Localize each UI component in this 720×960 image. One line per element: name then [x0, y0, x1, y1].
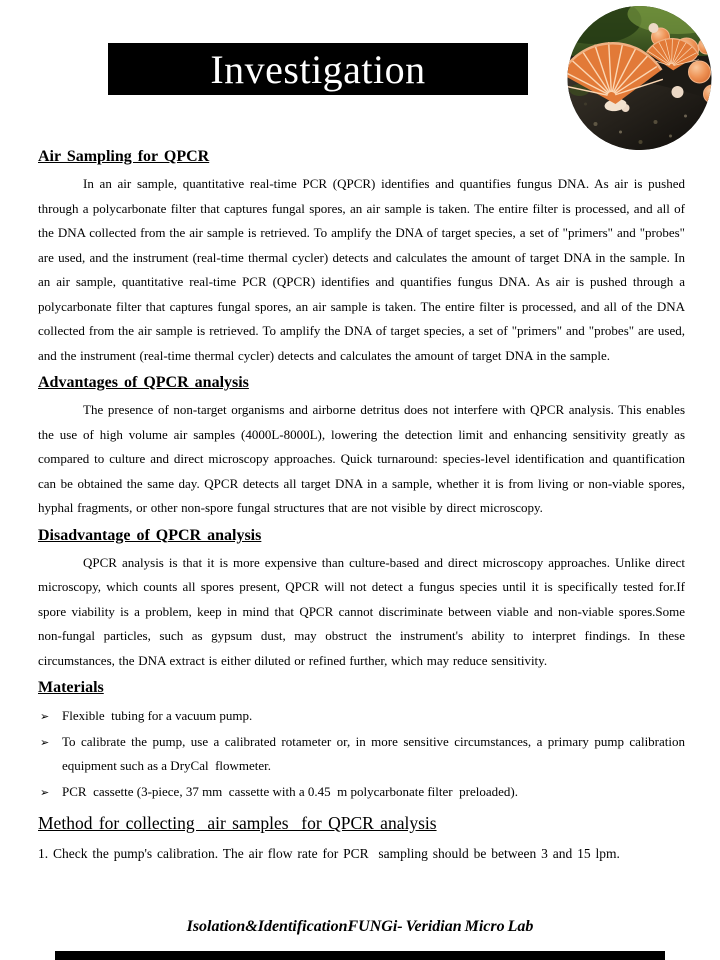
footer-rule	[55, 951, 665, 960]
page-title: Investigation	[210, 46, 426, 92]
section-heading-disadvantage: Disadvantage of QPCR analysis	[38, 526, 262, 544]
footer-title: Isolation&IdentificationFUNGi- Veridian Micro Lab	[186, 918, 534, 935]
list-item	[38, 704, 685, 729]
section-heading-materials: Materials	[38, 679, 104, 696]
document-body	[38, 146, 685, 864]
section-paragraph-air-sampling: In an air sample, quantitative real-time PCR (QPCR) identifies and quantifies fungus DNA. As air is pushed through a polycarbonate filter that captures fungal spores, an air sample is taken. The entire filter is processed, and all of the DNA collected from the air sample is retrieved. To amplify the DNA of target species, a set of "primers" and "probes" are used, and the instrument (real-time thermal cycler) detects and calculates the amount of target DNA in the sample. In an air sample, quantitative real-time PCR (QPCR) identifies and quantifies fungus DNA. As air is pushed through a polycarbonate filter that captures fungal spores, an air sample is taken. The entire filter is processed, and all of the DNA collected from the air sample is retrieved. To amplify the DNA of target species, a set of "primers" and "probes" are used, and the instrument (real-time thermal cycler) detects and calculates the amount of target DNA in the sample.	[38, 176, 685, 363]
section-heading-method: Method for collecting air samples for QPCR analysis	[38, 813, 437, 833]
section-paragraph-advantages: The presence of non-target organisms and airborne detritus does not interfere with QPCR analysis. This enables the use of high volume air samples (4000L-8000L), lowering the detection limit and enhancing sensitivity greatly as compared to culture and direct microscopy approaches. Quick turnaround: species-level identification and quantification can be obtained the same day. QPCR detects all target DNA in a sample, whether it is from living or non-viable spores, hyphal fragments, or other non-spore fungal structures that are not visible by direct microscopy.	[38, 402, 685, 515]
arrow-bullet-icon: ➢	[40, 711, 50, 723]
list-item	[38, 730, 685, 779]
list-item-text: PCR cassette (3-piece, 37 mm cassette with a 0.45 m polycarbonate filter preloaded).	[62, 783, 518, 799]
mushroom-photo	[565, 4, 714, 152]
mushroom-photo-svg	[565, 4, 714, 152]
section-paragraph-disadvantage: QPCR analysis is that it is more expensive than culture-based and direct microscopy approaches. Unlike direct microscopy, which counts all spores present, QPCR will not detect a fungus species until it is specifically tested for.If spore viability is a problem, keep in mind that QPCR cannot discriminate between viable and non-viable spores.Some non-fungal particles, such as gypsum dust, may obstruct the instrument's ability to interpret findings. In these circumstances, the DNA extract is either diluted or refined further, which may reduce sensitivity.	[38, 554, 685, 668]
method-step-1: 1. Check the pump's calibration. The air flow rate for PCR sampling should be between 3 and 15 lpm.	[38, 846, 620, 861]
section-heading-air-sampling: Air Sampling for QPCR	[38, 148, 210, 165]
arrow-bullet-icon: ➢	[40, 786, 50, 799]
list-item-text: Flexible tubing for a vacuum pump.	[62, 708, 253, 723]
list-item	[38, 780, 685, 805]
section-heading-advantages: Advantages of QPCR analysis	[38, 374, 249, 391]
list-item-text: To calibrate the pump, use a calibrated rotameter or, in more sensitive circumstances, a primary pump calibration equipment such as a DryCal flowmeter.	[62, 733, 685, 773]
arrow-bullet-icon: ➢	[40, 736, 50, 749]
title-banner	[108, 43, 528, 95]
materials-list	[38, 704, 685, 804]
